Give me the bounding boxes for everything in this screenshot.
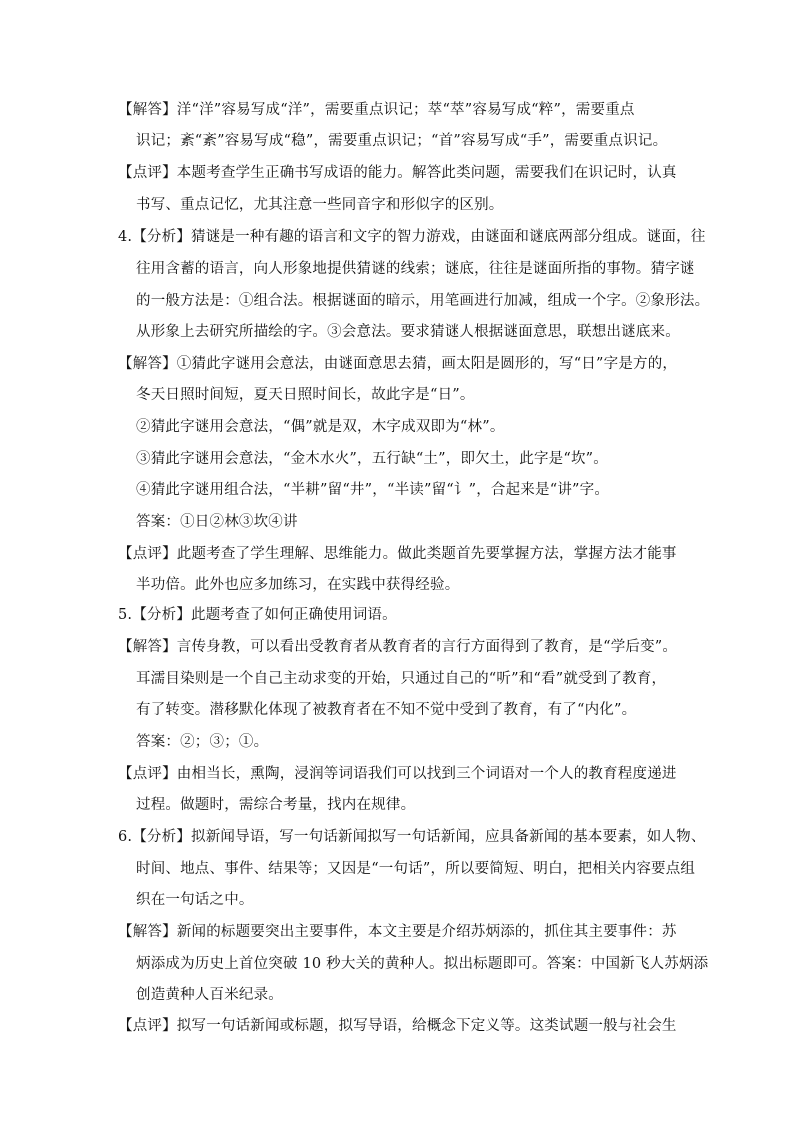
text-line: 创造黄种人百米纪录。: [136, 987, 283, 1003]
text-line: 有了转变。潜移默化体现了被教育者在不知不觉中受到了教育，有了“内化”。: [136, 702, 637, 718]
text-line: 【解答】①猜此字谜用会意法，由谜面意思去猜，画太阳是圆形的，写“日”字是方的，: [118, 356, 678, 372]
text-line: 答案：②；③；①。: [136, 734, 269, 750]
text-line: ②猜此字谜用会意法，“偶”就是双，木字成双即为“林”。: [136, 419, 505, 435]
text-line: 【解答】言传身教，可以看出受教育者从教育者的言行方面得到了教育，是“学后变”。: [118, 639, 678, 655]
text-line: 【点评】拟写一句话新闻或标题，拟写导语，给概念下定义等。这类试题一般与社会生: [118, 1018, 677, 1034]
text-line: 冬天日照时间短，夏天日照时间长，故此字是“日”。: [136, 387, 475, 403]
text-line: 织在一句话之中。: [136, 892, 254, 908]
text-line: 半功倍。此外也应多加练习，在实践中获得经验。: [136, 577, 460, 593]
text-line: 从形象上去研究所描绘的字。③会意法。要求猜谜人根据谜面意思，联想出谜底来。: [136, 324, 680, 340]
text-line: 5.【分析】此题考查了如何正确使用词语。: [118, 607, 397, 623]
text-line: 6.【分析】拟新闻导语，写一句话新闻拟写一句话新闻，应具备新闻的基本要素，如人物、: [118, 829, 706, 845]
text-line: 过程。做题时，需综合考量，找内在规律。: [136, 797, 416, 813]
text-line: ③猜此字谜用会意法，“金木水火”，五行缺“土”，即欠土，此字是“坎”。: [136, 451, 608, 467]
text-line: 时间、地点、事件、结果等；又因是“一句话”，所以要简短、明白，把相关内容要点组: [136, 861, 696, 877]
text-line: 书写、重点记忆，尤其注意一些同音字和形似字的区别。: [136, 197, 504, 213]
text-line: 识记；紊“紊”容易写成“稳”，需要重点识记；“首”容易写成“手”，需要重点识记。: [136, 133, 668, 149]
text-line: 的一般方法是：①组合法。根据谜面的暗示，用笔画进行加减，组成一个字。②象形法。: [136, 293, 710, 309]
text-line: 炳添成为历史上首位突破 10 秒大关的黄种人。拟出标题即可。答案：中国新飞人苏炳添: [136, 956, 709, 972]
text-line: 耳濡目染则是一个自己主动求变的开始，只通过自己的“听”和“看”就受到了教育，: [136, 671, 667, 687]
text-line: 4.【分析】猜谜是一种有趣的语言和文字的智力游戏，由谜面和谜底两部分组成。谜面，往: [118, 229, 706, 245]
text-line: 【解答】洋“洋”容易写成“洋”，需要重点识记；萃“萃”容易写成“粹”，需要重点: [118, 102, 635, 118]
text-line: 【点评】此题考查了学生理解、思维能力。做此类题首先要掌握方法，掌握方法才能事: [118, 546, 677, 562]
text-line: 【点评】由相当长，熏陶，浸润等词语我们可以找到三个词语对一个人的教育程度递进: [118, 766, 677, 782]
text-line: 答案：①日②林③坎④讲: [136, 514, 298, 530]
text-line: 往用含蓄的语言，向人形象地提供猜谜的线索；谜底，往往是谜面所指的事物。猜字谜: [136, 261, 695, 277]
text-line: ④猜此字谜用组合法，“半耕”留“井”，“半读”留“讠”，合起来是“讲”字。: [136, 482, 610, 498]
text-line: 【解答】新闻的标题要突出主要事件，本文主要是介绍苏炳添的，抓住其主要事件：苏: [118, 924, 677, 940]
text-line: 【点评】本题考查学生正确书写成语的能力。解答此类问题，需要我们在识记时，认真: [118, 165, 677, 181]
